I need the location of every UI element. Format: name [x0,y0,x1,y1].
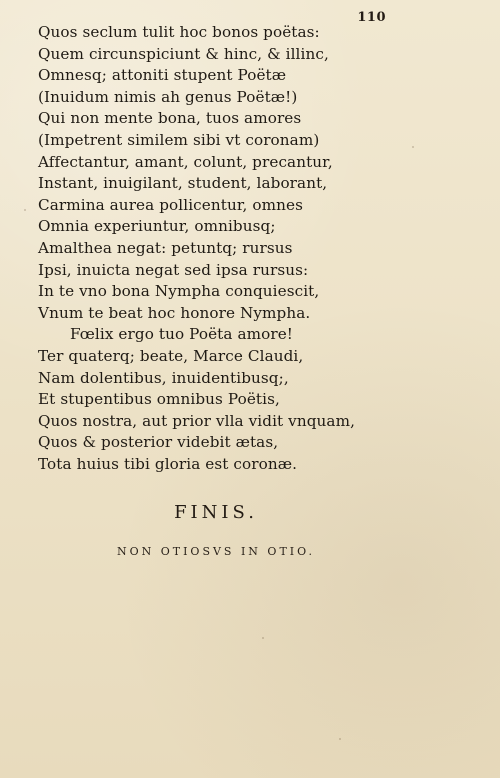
poem-line: In te vno bona Nympha conquiescit, [38,282,320,301]
motto-line: NON OTIOSVS IN OTIO. [116,545,316,558]
poem-line: Ipsi, inuicta negat sed ipsa rursus: [38,260,309,279]
finis-heading: FINIS. [174,502,258,523]
poem-line: Amalthea negat: petuntq; rursus [38,238,293,257]
poem-line: Quos seclum tulit hoc bonos poëtas: [38,23,320,41]
poem-line: Omnesq; attoniti stupent Poëtæ [38,66,287,85]
paper-speck [339,738,341,740]
poem-line: Ter quaterq; beate, Marce Claudi, [38,346,304,365]
poem-line: Affectantur, amant, colunt, precantur, [38,152,333,171]
poem-line: Tota huius tibi gloria est coronæ. [38,454,298,473]
poem-text-block [38,22,368,475]
poem-line: Carmina aurea pollicentur, omnes [38,195,303,214]
poem-line: Et stupentibus omnibus Poëtis, [38,390,280,409]
poem-line: Quos nostra, aut prior vlla vidit vnquam, [38,411,356,430]
paper-speck [412,146,414,148]
poem-line: (Impetrent similem sibi vt coronam) [38,130,320,149]
page-number: 110 [357,10,386,25]
poem-line: Fœlix ergo tuo Poëta amore! [70,325,293,344]
poem-line: Omnia experiuntur, omnibusq; [38,217,276,236]
poem-line: Qui non mente bona, tuos amores [38,109,302,128]
paper-speck [262,637,264,639]
poem-line: Instant, inuigilant, student, laborant, [38,174,328,193]
poem-line: Quem circunspiciunt & hinc, & illinc, [38,44,329,63]
paper-speck [24,209,26,211]
poem-line: Nam dolentibus, inuidentibusq;, [38,368,289,387]
poem-line: Vnum te beat hoc honore Nympha. [38,303,311,322]
poem-line: Quos & posterior videbit ætas, [38,433,279,452]
poem-line: (Inuidum nimis ah genus Poëtæ!) [38,87,298,106]
